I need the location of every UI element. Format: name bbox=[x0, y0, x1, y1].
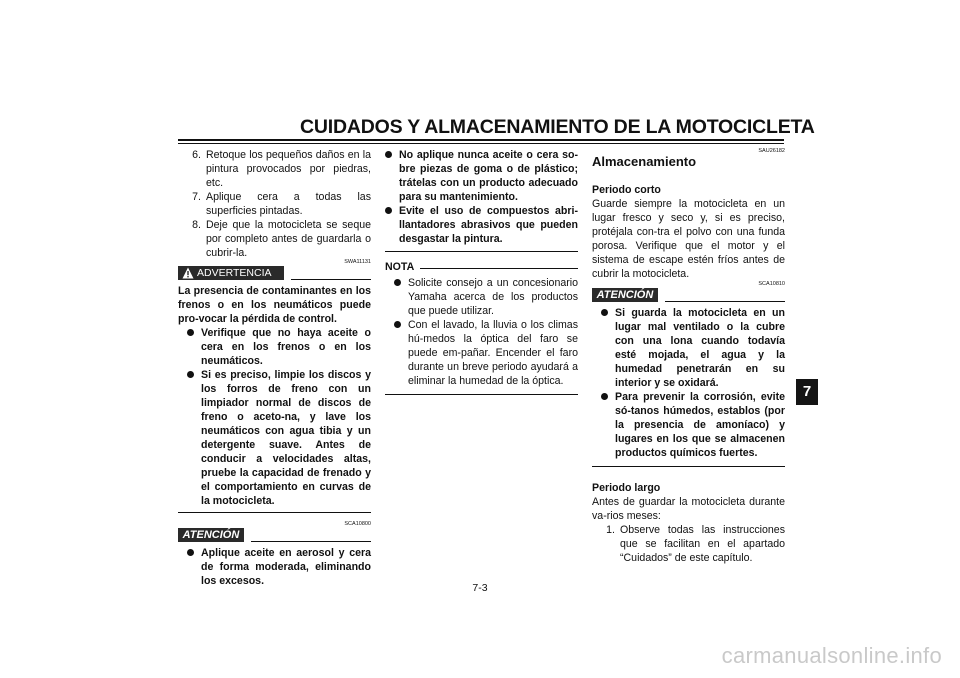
caution-header bbox=[178, 528, 371, 546]
bullet-icon bbox=[187, 549, 194, 556]
caution-code: SCA10800 bbox=[344, 521, 371, 527]
watermark: carmanualsonline.info bbox=[721, 643, 942, 668]
caution-header bbox=[592, 288, 785, 306]
long-text: Antes de guardar la motocicleta durante va-rios meses: bbox=[592, 496, 785, 522]
section-title: Almacenamiento bbox=[592, 154, 697, 169]
bullet-icon bbox=[601, 393, 608, 400]
page-number: 7-3 bbox=[472, 582, 488, 594]
column-1 bbox=[178, 148, 371, 588]
long-heading: Periodo largo bbox=[592, 482, 661, 494]
note-bullet: Solicite consejo a un concesionario Yamaha acerca de los productos que puede utilizar. bbox=[394, 276, 578, 318]
page-title: CUIDADOS Y ALMACENAMIENTO DE LA MOTOCICLETA bbox=[300, 116, 815, 138]
caution-bullet: Si guarda la motocicleta en un lugar mal ventilado o la cubre con una lona cuando todavía esté mojada, el agua y la humedad penetrarán en su interior y se oxidará. bbox=[601, 306, 785, 390]
bullet-icon bbox=[385, 207, 392, 214]
caution-bullet: Aplique aceite en aerosol y cera de forma moderada, eliminando los excesos. bbox=[187, 546, 371, 588]
note-end-rule bbox=[385, 394, 578, 395]
step-item: 7. Aplique cera a todas las superficies pintadas. bbox=[192, 191, 371, 217]
column-3 bbox=[592, 148, 785, 565]
warning-badge: ADVERTENCIA bbox=[178, 266, 284, 280]
bullet-icon bbox=[601, 309, 608, 316]
caution-badge: ATENCIÓN bbox=[592, 288, 658, 302]
chapter-tab: 7 bbox=[796, 379, 818, 405]
caution-badge: ATENCIÓN bbox=[178, 528, 244, 542]
short-heading: Periodo corto bbox=[592, 184, 661, 196]
warning-code: SWA11131 bbox=[344, 259, 371, 265]
warning-intro: La presencia de contaminantes en los frenos o en los neumáticos puede pro-vocar la pérdida de control. bbox=[178, 285, 371, 325]
caution-bullet: Evite el uso de compuestos abri-llantadores abrasivos que pueden desgastar la pintura. bbox=[385, 204, 578, 246]
title-rule-thin bbox=[178, 143, 784, 144]
short-text: Guarde siempre la motocicleta en un lugar fresco y seco y, si es preciso, protéjala con-tra el polvo con una funda porosa. Verifique que el motor y el sistema de escape estén fríos antes de cubrir la motocicleta. bbox=[592, 198, 785, 280]
warning-header bbox=[178, 259, 371, 284]
title-rule bbox=[178, 139, 784, 141]
warning-bullet: Verifique que no haya aceite o cera en los frenos o en los neumáticos. bbox=[187, 326, 371, 368]
warning-bullet: Si es preciso, limpie los discos y los forros de freno con un limpiador normal de discos de freno o aceto-na, y lave los neumáticos con agua tibia y un detergente suave. Antes de conducir a velocidades altas, pruebe la capacidad de frenado y el comportamiento en curvas de la motocicleta. bbox=[187, 368, 371, 508]
bullet-icon bbox=[394, 279, 401, 286]
bullet-icon bbox=[187, 329, 194, 336]
caution-bullet: No aplique nunca aceite o cera so-bre piezas de goma o de plástico; trátelas con un producto adecuado para su mantenimiento. bbox=[385, 148, 578, 204]
step-item: 1. Observe todas las instrucciones que se facilitan en el apartado “Cuidados” de este capítulo. bbox=[606, 524, 785, 564]
section-code: SAU26182 bbox=[758, 148, 785, 154]
note-header bbox=[385, 260, 578, 276]
bullet-icon bbox=[394, 321, 401, 328]
warning-triangle-icon bbox=[182, 267, 194, 279]
step-item: 6. Retoque los pequeños daños en la pintura provocados por piedras, etc. bbox=[192, 149, 371, 189]
bullet-icon bbox=[187, 371, 194, 378]
step-item: 8. Deje que la motocicleta se seque por completo antes de guardarla o cubrir-la. bbox=[192, 219, 371, 259]
note-label: NOTA bbox=[385, 261, 415, 273]
bullet-icon bbox=[385, 151, 392, 158]
column-2 bbox=[385, 148, 578, 395]
note-bullet: Con el lavado, la lluvia o los climas hú-medos la óptica del faro se puede em-pañar. Encender el faro durante un breve periodo ayudará a eliminar la humedad de la óptica. bbox=[394, 318, 578, 388]
caution-code: SCA10810 bbox=[758, 281, 785, 287]
caution-bullet: Para prevenir la corrosión, evite só-tanos húmedos, establos (por la presencia de amoníaco) y lugares en los que se almacenen productos químicos fuertes. bbox=[601, 390, 785, 460]
